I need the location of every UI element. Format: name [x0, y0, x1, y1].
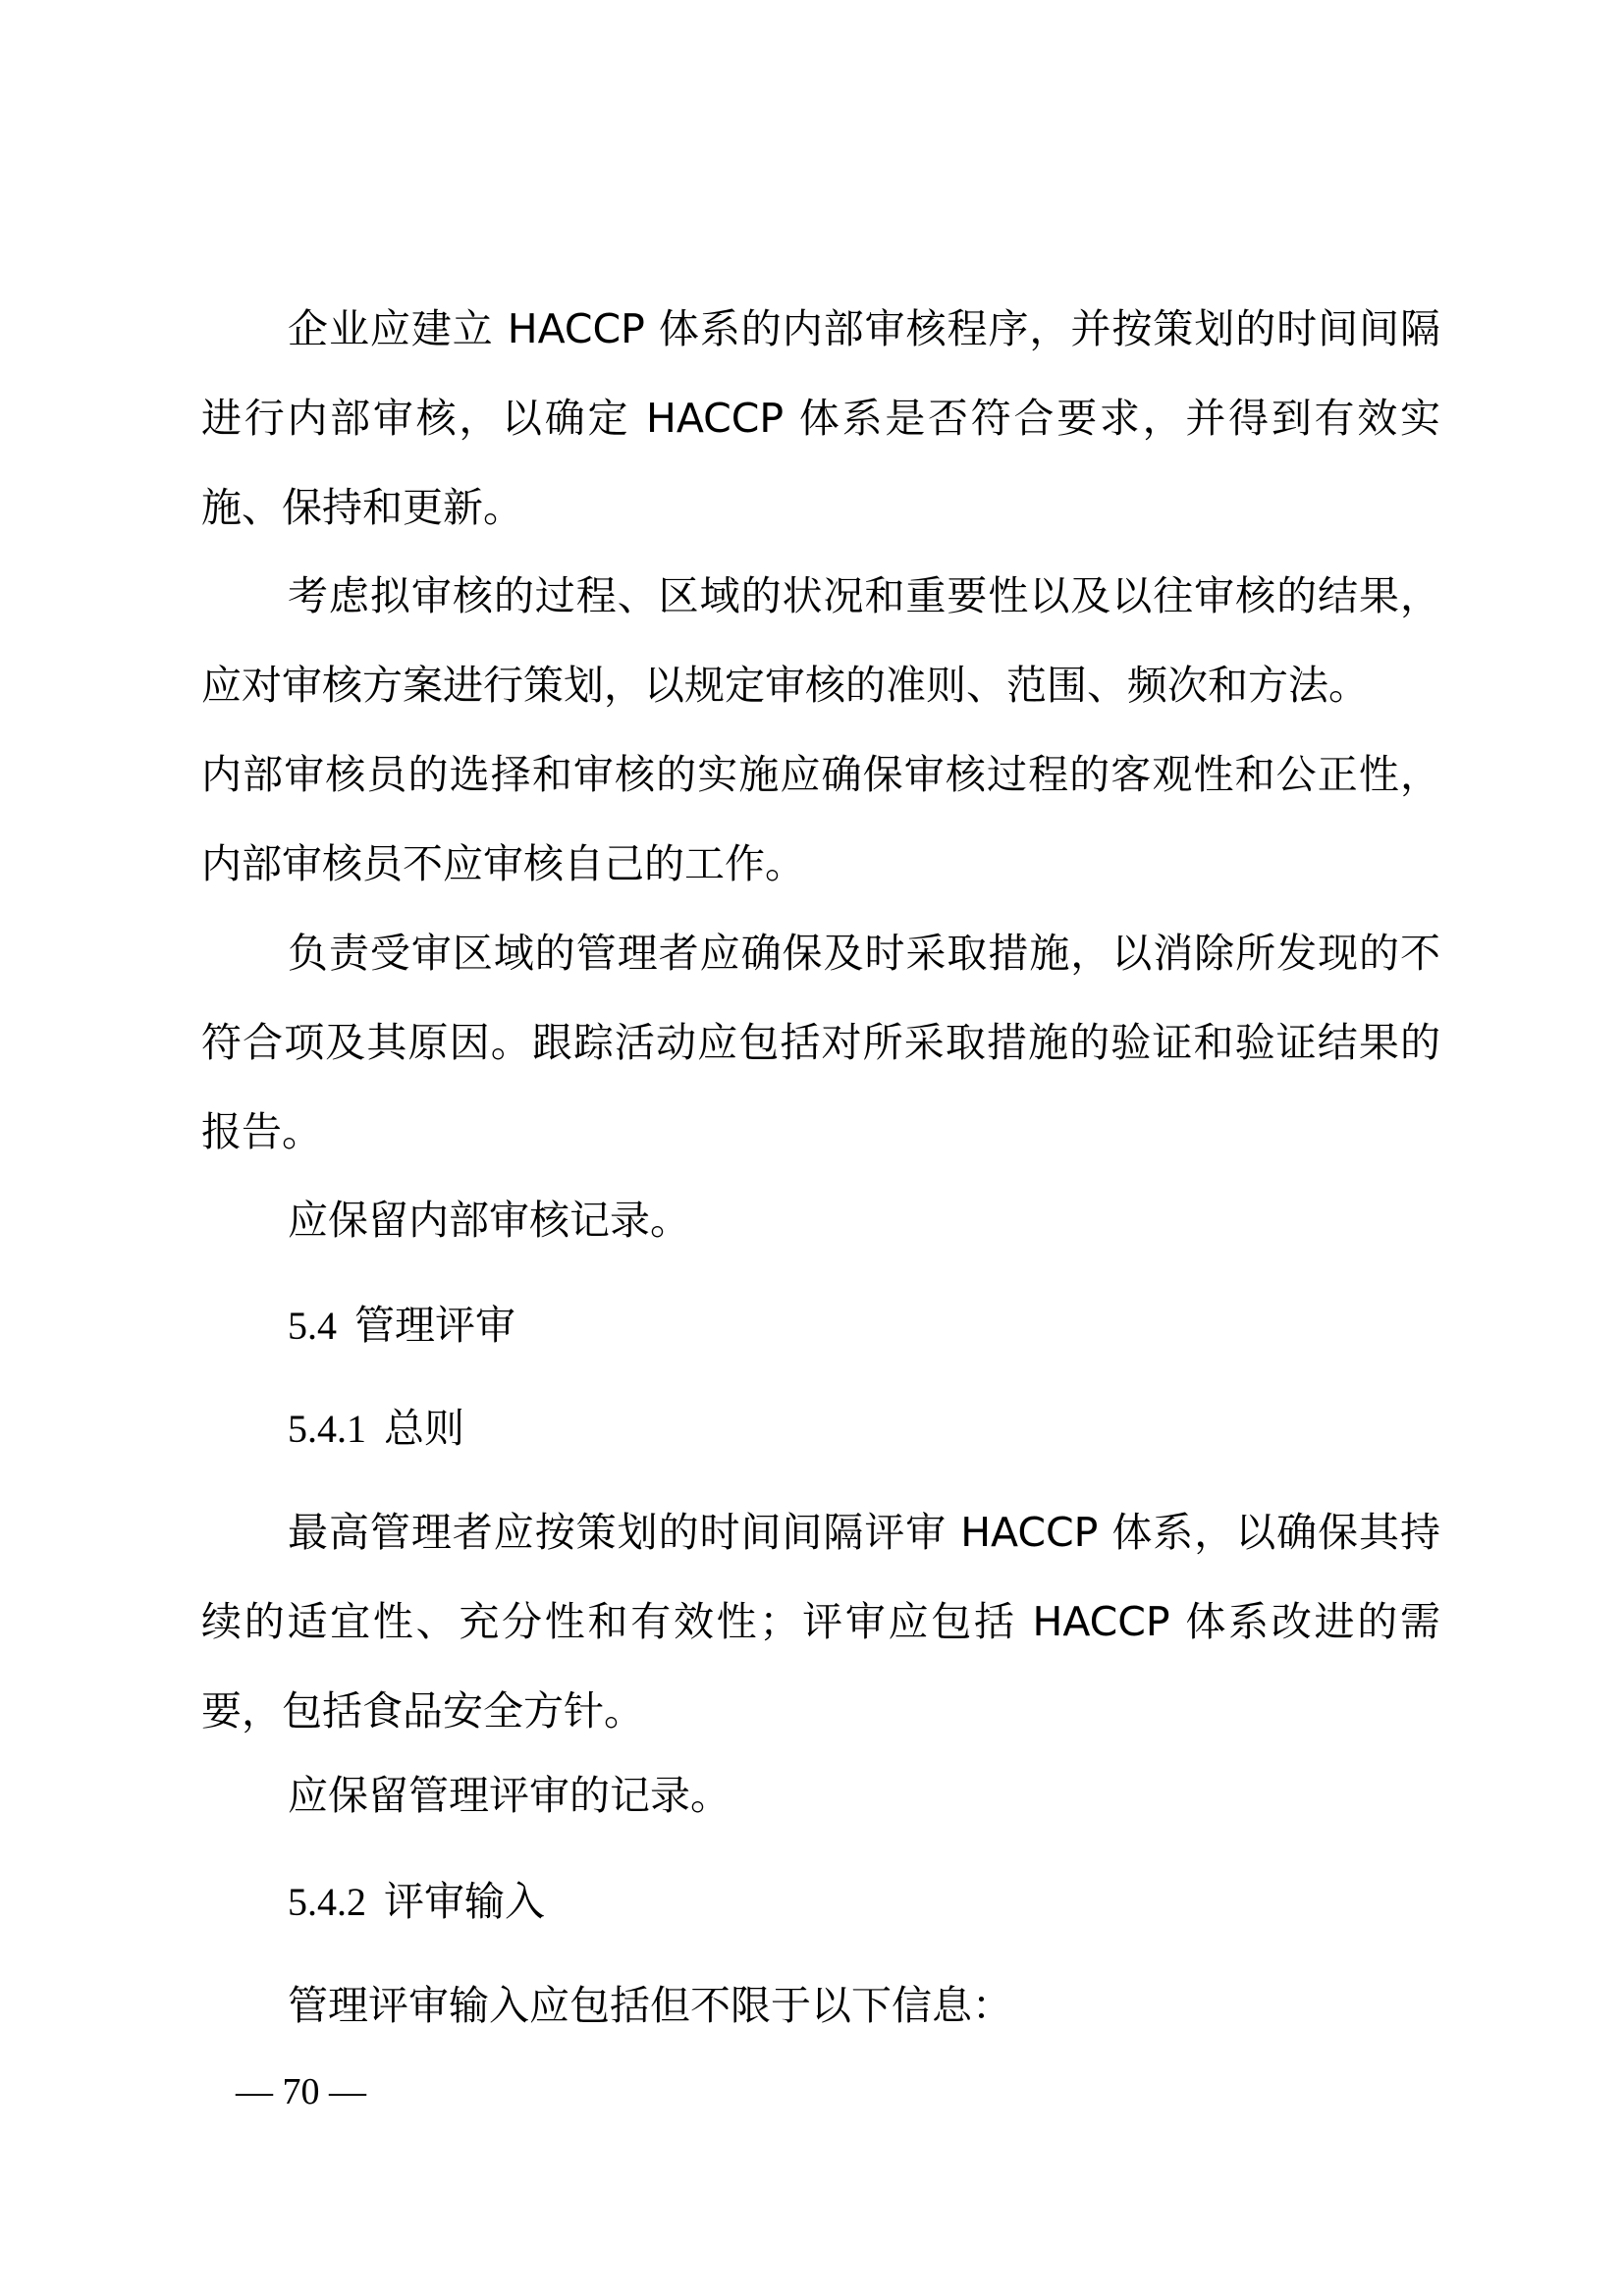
- section-heading-5-4-2: [288, 1857, 545, 1947]
- paragraph-internal-audit-procedure: 企业应建立 HACCP 体系的内部审核程序，并按策划的时间间隔进行内部审核，以确定 HACCP 体系是否符合要求，并得到有效实施、保持和更新。: [201, 305, 1440, 531]
- paragraph-retain-review-records: 应保留管理评审的记录。: [288, 1772, 731, 1819]
- section-title: 评审输入: [384, 1878, 545, 1925]
- section-number: 5.4.1: [288, 1407, 366, 1451]
- section-title: 管理评审: [354, 1302, 515, 1349]
- paragraph-retain-audit-records: 应保留内部审核记录。: [288, 1197, 690, 1244]
- section-heading-5-4: [288, 1281, 515, 1370]
- paragraph-audit-planning: 考虑拟审核的过程、区域的状况和重要性以及以往审核的结果，应对审核方案进行策划，以规定审核的准则、范围、频次和方法。: [201, 572, 1440, 709]
- paragraph-management-review-general: 最高管理者应按策划的时间间隔评审 HACCP 体系，以确保其持续的适宜性、充分性和有效性；评审应包括 HACCP 体系改进的需要，包括食品安全方针。: [201, 1509, 1440, 1735]
- paragraph-review-input: 管理评审输入应包括但不限于以下信息：: [288, 1982, 1012, 2029]
- section-number: 5.4.2: [288, 1880, 366, 1924]
- paragraph-auditor-selection: 内部审核员的选择和审核的实施应确保审核过程的客观性和公正性，内部审核员不应审核自己的工作。: [201, 751, 1440, 887]
- section-title: 总则: [384, 1405, 464, 1452]
- page-number: — 70 —: [236, 2071, 366, 2112]
- paragraph-corrective-actions: 负责受审区域的管理者应确保及时采取措施，以消除所发现的不符合项及其原因。跟踪活动应包括对所采取措施的验证和验证结果的报告。: [201, 930, 1440, 1155]
- section-heading-5-4-1: [288, 1384, 464, 1473]
- section-number: 5.4: [288, 1304, 337, 1348]
